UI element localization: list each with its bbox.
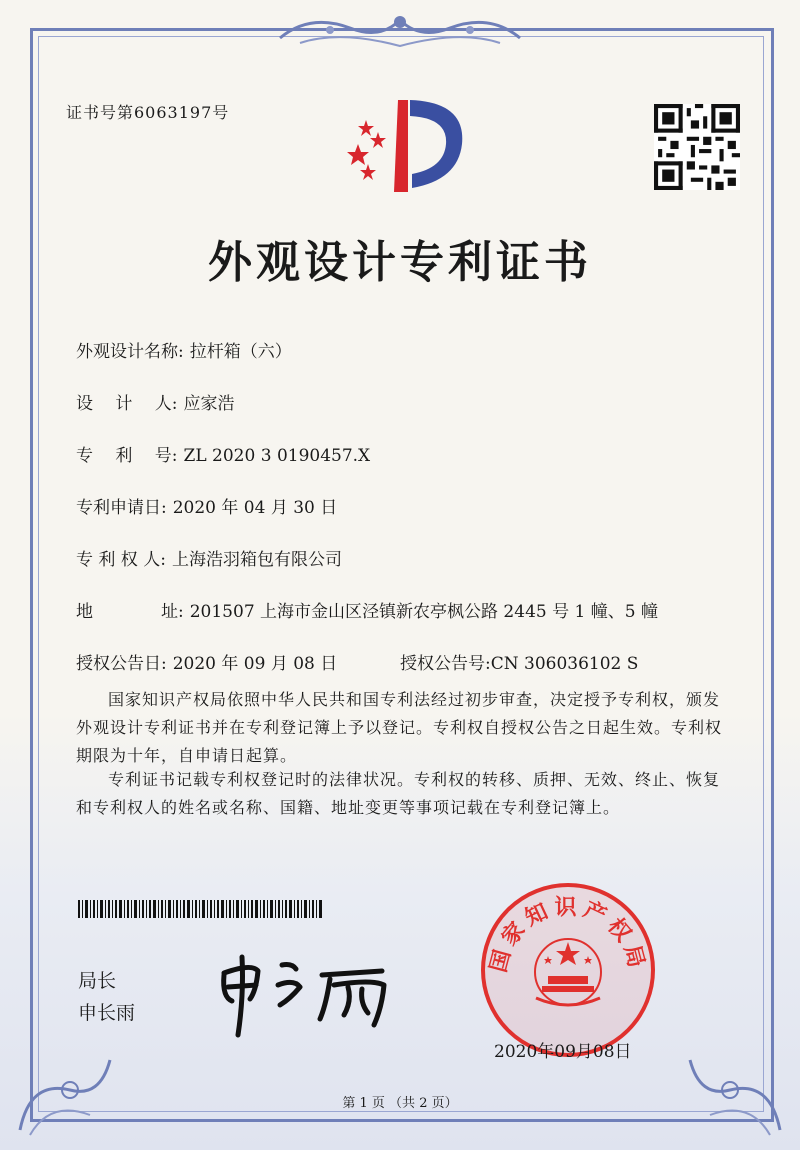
design-name-value: 拉杆箱（六） (189, 342, 292, 362)
grant-date-label: 授权公告日: (76, 654, 167, 674)
page-title: 外观设计专利证书 (208, 237, 592, 288)
design-name-field (76, 337, 292, 362)
grant-number-value: CN 306036102 S (490, 654, 639, 674)
designer-field (76, 389, 235, 414)
bottom-right-ornament (670, 1040, 790, 1140)
certificate-number: 证书号第6063197号 (66, 103, 230, 122)
legal-status-paragraph: 专利证书记载专利权登记时的法律状况。专利权的转移、质押、无效、终止、恢复和专利权人的姓名或名称、国籍、地址变更等事项记载在专利登记簿上。 (76, 770, 721, 817)
patentee-field (76, 545, 342, 570)
seal-date: 2020年09月08日 (494, 1042, 632, 1062)
page-number: 第 1 页 （共 2 页） (342, 1096, 458, 1111)
designer-value: 应家浩 (183, 394, 235, 414)
address-field (76, 597, 658, 622)
application-date-field (76, 493, 337, 518)
patentee-label: 专 利 权 人: (76, 550, 166, 570)
grant-number-label: 授权公告号: (400, 654, 491, 674)
patent-number-label: 专 利 号: (76, 446, 178, 466)
svg-text:国家知识产权局: 国家知识产权局 (486, 895, 650, 976)
application-date-value: 2020 年 04 月 30 日 (172, 498, 338, 518)
qr-code-icon (654, 104, 740, 190)
designer-label: 设 计 人: (76, 394, 178, 414)
grant-date-field (76, 649, 337, 674)
top-ornament (270, 8, 530, 58)
bottom-left-ornament (10, 1040, 130, 1140)
grant-date-value: 2020 年 09 月 08 日 (172, 654, 338, 674)
signature-icon (212, 935, 412, 1040)
grant-number-field (400, 649, 638, 674)
patent-number-value: ZL 2020 3 0190457.X (183, 446, 371, 466)
grant-paragraph: 国家知识产权局依照中华人民共和国专利法经过初步审查，决定授予专利权，颁发外观设计专利证书并在专利登记簿上予以登记。专利权自授权公告之日起生效。专利权期限为十年，自申请日起算。 (76, 690, 723, 765)
patentee-value: 上海浩羽箱包有限公司 (171, 550, 342, 570)
address-value: 201507 上海市金山区泾镇新农亭枫公路 2445 号 1 幢、5 幢 (189, 602, 658, 622)
design-name-label: 外观设计名称: (76, 342, 184, 362)
cnipa-logo-icon (336, 92, 476, 198)
official-seal-icon (478, 880, 658, 1060)
patent-number-field (76, 441, 370, 466)
director-title: 局长 (78, 970, 117, 992)
application-date-label: 专利申请日: (76, 498, 167, 518)
director-name: 申长雨 (78, 1002, 136, 1024)
barcode-icon (78, 900, 322, 918)
address-label: 地 址: (76, 602, 184, 622)
